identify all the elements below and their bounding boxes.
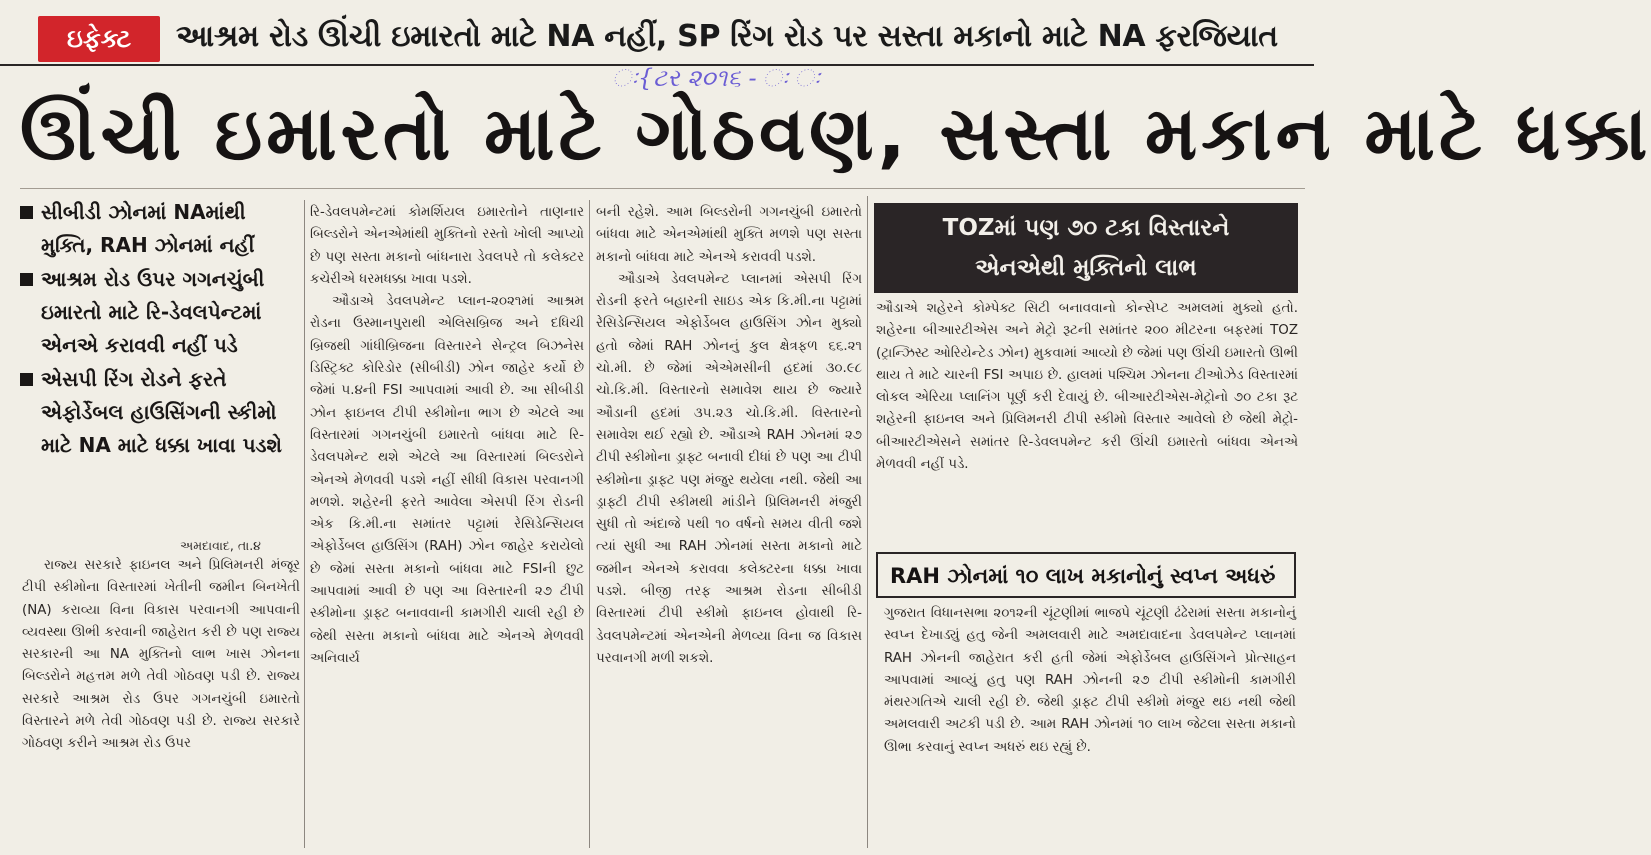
- box1-body: [876, 298, 1298, 542]
- bullet-item: [20, 363, 302, 462]
- bullet-item: [20, 196, 302, 262]
- bullet-text: એસપી રિંગ રોડને ફરતે એફોર્ડેબલ હાઉસિંગની સ્કીમો માટે NA માટે ધક્કા ખાવા પડશે: [41, 367, 282, 457]
- bullet-item: [20, 263, 302, 362]
- column-divider: [867, 196, 868, 848]
- box1-paragraph: ઔડાએ શહેરને કોમ્પેક્ટ સિટી બનાવવાનો કોન્સેપ્ટ અમલમાં મુક્યો હતો. શહેરના બીઆરટીએસ અને મેટ્રો રૂટની સમાંતર ૨૦૦ મીટરના બફરમાં TOZ (ટ્રાન્ઝિસ્ટ ઓરિયેન્ટેડ ઝોન) મુકવામાં આવ્યો છે જેમાં પણ ઊંચી ઇમારતો ઊભી થાય તે માટે ચારની FSI અપાઇ છે. હાલમાં પશ્ચિમ ઝોનના ટીઓઝેડ વિસ્તારમાં લોકલ એરિયા પ્લાનિંગ પૂર્ણ કરી દેવાયું છે. બીઆરટીએસ-મેટ્રોનો ૭૦ ટકા રૂટ શહેરની ફાઇનલ અને પ્રિલિમનરી ટીપી સ્કીમો વિસ્તાર આવેલો છે જેથી મેટ્રો-બીઆરટીએસને સમાંતર રિ-ડેવલપમેન્ટ કરી ઊંચી ઇમારતો બાંધવા એનએ મેળવવી નહીં પડે.: [876, 301, 1298, 473]
- dateline: અમદાવાદ, તા.૪: [180, 538, 261, 553]
- bullet-square-icon: [20, 373, 33, 386]
- column-3: [596, 202, 862, 848]
- box2-title: RAH ઝોનમાં ૧૦ લાખ મકાનોનું સ્વપ્ન અધરું: [876, 552, 1296, 598]
- strapline: આશ્રમ રોડ ઊંચી ઇમારતો માટે NA નહીં, SP રિંગ રોડ પર સસ્તા મકાનો માટે NA ફરજિયાત: [176, 19, 1278, 54]
- col1-paragraph: રાજ્ય સરકારે ફાઇનલ અને પ્રિલિમનરી મંજૂર ટીપી સ્કીમોના વિસ્તારમાં ખેતીની જમીન બિનખેતી (NA) કરાવ્યા વિના વિકાસ પરવાનગી આપવાની વ્યવસ્થા ઊભી કરવાની જાહેરાત કરી છે પણ રાજ્ય સરકારની આ NA મુક્તિનો લાભ ખાસ ઝોનના બિલ્ડરોને મહત્તમ મળે તેવી ગોઠવણ પડી છે. રાજ્ય સરકારે આશ્રમ રોડ ઉપર ગગનચુંબી ઇમારતો વિસ્તારને મળે તેવી ગોઠવણ પડી છે. રાજ્ય સરકારે ગોઠવણ કરીને આશ્રમ રોડ ઉપર: [22, 558, 300, 752]
- box1-title: [874, 203, 1298, 293]
- box2-body: [884, 603, 1296, 827]
- headline: ઊંચી ઇમારતો માટે ગોઠવણ, સસ્તા મકાન માટે ધક્કા: [20, 91, 1651, 177]
- bullet-square-icon: [20, 206, 33, 219]
- col3-paragraph: બની રહેશે. આમ બિલ્ડરોની ગગનચુંબી ઇમારતો બાંધવા માટે એનએમાંથી મુક્તિ મળશે પણ સસ્તા મકાનો બાંધવા માટે એનએ કરાવવી પડશે.: [596, 205, 862, 265]
- handwritten-note: ઃ{ટર ૨૦૧૬ - ઃ ઃ: [612, 64, 821, 92]
- box1-title-line: TOZમાં પણ ૭૦ ટકા વિસ્તારને: [942, 215, 1230, 241]
- col2-paragraph: ઔડાએ ડેવલપમેન્ટ પ્લાન-૨૦૨૧માં આશ્રમ રોડના ઉસ્માનપુરાથી એલિસબ્રિજ અને દધિચી બ્રિજથી ગાંધીબ્રિજના વિસ્તારને સેન્ટ્રલ બિઝનેસ ડિસ્ટ્રિક્ટ કોરિડોર (સીબીડી) ઝોન જાહેર કર્યો છે જેમાં ૫.૪ની FSI આપવામાં આવી છે. આ સીબીડી ઝોન ફાઇનલ ટીપી સ્કીમોના ભાગ છે એટલે આ વિસ્તારમાં ગગનચુંબી ઇમારતો બાંધવા માટે રિ-ડેવલપમેન્ટ થશે એટલે આ વિસ્તારમાં બિલ્ડરોને એનએ મેળવવી પડશે નહીં સીધી વિકાસ પરવાનગી મળશે. શહેરની ફરતે આવેલા એસપી રિંગ રોડની એક કિ.મી.ના સમાંતર પટ્ટામાં રેસિડેન્સિયલ એફોર્ડેબલ હાઉસિંગ (RAH) ઝોન જાહેર કરાયેલો છે જેમાં સસ્તા મકાનો બાંધવા માટે FSIની છુટ આપવામાં આવી છે પણ આ વિસ્તારની ૨૭ ટીપી સ્કીમોના ડ્રાફ્ટ બનાવવાની કામગીરી ચાલી રહી છે જેથી સસ્તા મકાનો બાંધવા માટે એનએ મેળવવી અનિવાર્ય: [310, 294, 584, 666]
- headline-rule: [20, 188, 1305, 189]
- bullet-text: સીબીડી ઝોનમાં NAમાંથી મુક્તિ, RAH ઝોનમાં નહીં: [41, 200, 255, 257]
- bullet-list: [20, 196, 302, 532]
- box2-paragraph: ગુજરાત વિધાનસભા ૨૦૧૨ની ચૂંટણીમાં ભાજપે ચૂંટણી ઢંઢેરામાં સસ્તા મકાનોનું સ્વપ્ન દેખાડ્યું હતુ જેની અમલવારી માટે અમદાવાદના ડેવલપમેન્ટ પ્લાનમાં RAH ઝોનની જાહેરાત કરી હતી જેમાં એફોર્ડેબલ હાઉસિંગને પ્રોત્સાહન આપવામાં આવ્યું હતુ પણ RAH ઝોનની ૨૭ ટીપી સ્કીમોની કામગીરી મંથરગતિએ ચાલી રહી છે. જેથી ડ્રાફ્ટ ટીપી સ્કીમો મંજુર થઇ નથી જેથી અમલવારી અટકી પડી છે. આમ RAH ઝોનમાં ૧૦ લાખ જેટલા સસ્તા મકાનો ઊભા કરવાનું સ્વપ્ન અધરું થઇ રહ્યું છે.: [884, 606, 1296, 755]
- col3-paragraph: ઔડાએ ડેવલપમેન્ટ પ્લાનમાં એસપી રિંગ રોડની ફરતે બહારની સાઇડ એક કિ.મી.ના પટ્ટામાં રેસિડેન્સિયલ એફોર્ડેબલ હાઉસિંગ ઝોન મુક્યો હતો જેમાં RAH ઝોનનું કુલ ક્ષેત્રફળ ૬૬.૨૧ ચો.મી. છે જેમાં એએમસીની હદમાં ૩૦.૯૮ ચો.કિ.મી. વિસ્તારનો સમાવેશ થાય છે જ્યારે ઔડાની હદમાં ૩૫.૨૩ ચો.કિ.મી. વિસ્તારનો સમાવેશ થઈ રહ્યો છે. ઔડાએ RAH ઝોનમાં ૨૭ ટીપી સ્કીમોના ડ્રાફ્ટ બનાવી દીધાં છે પણ આ ટીપી સ્કીમોના ડ્રાફ્ટ પણ મંજુર થયેલા નથી. જેથી આ ડ્રાફ્ટી ટીપી સ્કીમથી માંડીને પ્રિલિમનરી મંજુરી સુધી તો અંદાજે પથી ૧૦ વર્ષનો સમય વીતી જશે ત્યાં સુધી આ RAH ઝોનમાં સસ્તા મકાનો માટે જમીન એનએ કરાવવા કલેક્ટરના ધક્કા ખાવા પડશે. બીજી તરફ આશ્રમ રોડના સીબીડી વિસ્તારમાં ટીપી સ્કીમો ફાઇનલ હોવાથી રિ-ડેવલપમેન્ટમાં એનએની મેળવ્યા વિના જ વિકાસ પરવાનગી મળી શકશે.: [596, 271, 862, 666]
- column-1: [22, 555, 300, 847]
- bullet-text: આશ્રમ રોડ ઉપર ગગનચુંબી ઇમારતો માટે રિ-ડેવલપેન્ટમાં એનએ કરાવવી નહીં પડે: [41, 267, 265, 357]
- column-2: [310, 202, 584, 848]
- col2-paragraph: રિ-ડેવલપમેન્ટમાં કોમર્શિયલ ઇમારતોને તાણનાર બિલ્ડરોને એનએમાંથી મુક્તિનો રસ્તો ખોલી આપ્યો છે પણ સસ્તા મકાનો બાંધનારા ડેવલપરે તો કલેક્ટર કચેરીએ ધરમધક્કા ખાવા પડશે.: [310, 205, 584, 287]
- box1-title-line: એનએથી મુક્તિનો લાભ: [975, 255, 1197, 281]
- column-divider: [589, 200, 590, 848]
- bullet-square-icon: [20, 273, 33, 286]
- column-divider: [304, 200, 305, 848]
- section-tag: ઇફેક્ટ: [38, 16, 160, 62]
